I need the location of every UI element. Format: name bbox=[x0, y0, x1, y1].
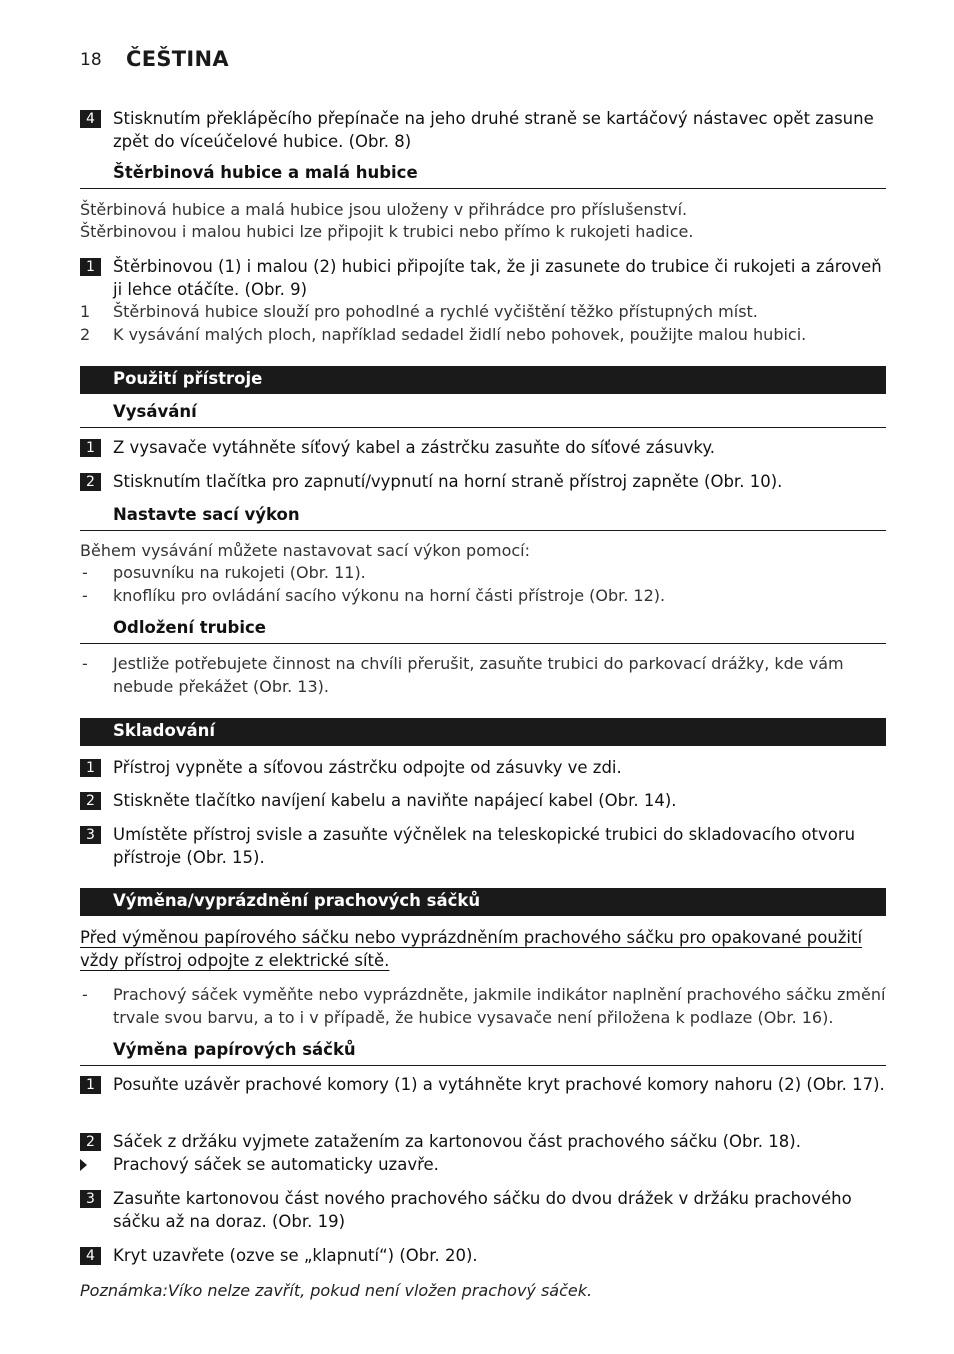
dash-item bbox=[80, 983, 886, 1029]
result-text: Prachový sáček se automaticky uzavře. bbox=[113, 1155, 439, 1174]
item-number: 1 bbox=[80, 302, 91, 321]
step-text: Stisknutím tlačítka pro zapnutí/vypnutí na horní straně přístroj zapněte (Obr. 10). bbox=[113, 472, 783, 491]
section-bar-use bbox=[80, 366, 886, 394]
step-text: Stiskněte tlačítko navíjení kabelu a naviňte napájecí kabel (Obr. 14). bbox=[113, 791, 677, 810]
page-number: 18 bbox=[80, 50, 102, 70]
step-text: Z vysavače vytáhněte síťový kabel a zástrčku zasuňte do síťové zásuvky. bbox=[113, 438, 716, 457]
warning-line: Před výměnou papírového sáčku nebo vyprázdněním prachového sáčku pro opakované použití bbox=[80, 928, 863, 947]
step-text: Stisknutím překlápěcího přepínače na jeho druhé straně se kartáčový nástavec opět zasune zpět do víceúčelové hubice. (Obr. 8) bbox=[113, 109, 874, 151]
step-item bbox=[80, 1244, 886, 1267]
dash-marker: - bbox=[82, 586, 88, 605]
subheading-text: Štěrbinová hubice a malá hubice bbox=[113, 163, 418, 182]
step-number-badge: 1 bbox=[80, 439, 101, 457]
dash-item bbox=[80, 584, 886, 607]
subheading-text: Nastavte sací výkon bbox=[113, 505, 300, 524]
step-text: Štěrbinovou (1) i malou (2) hubici připojíte tak, že ji zasunete do trubice či rukojeti a zároveň ji lehce otáčíte. (Obr. 9) bbox=[113, 257, 882, 299]
item-number: 2 bbox=[80, 325, 91, 344]
step-number-badge: 2 bbox=[80, 1133, 101, 1151]
subheading-text: Výměna papírových sáčků bbox=[113, 1040, 356, 1059]
step-item bbox=[80, 436, 886, 459]
warning-line: vždy přístroj odpojte z elektrické sítě. bbox=[80, 951, 390, 970]
warning-text bbox=[80, 949, 886, 972]
step-number-badge: 2 bbox=[80, 473, 101, 491]
section-title: Skladování bbox=[113, 721, 216, 740]
section-bar-bags bbox=[80, 888, 886, 916]
step-number-badge: 1 bbox=[80, 1076, 101, 1094]
step-text: Umístěte přístroj svisle a zasuňte výčnělek na teleskopické trubici do skladovacího otvoru přístroje (Obr. 15). bbox=[113, 825, 856, 867]
language-title: ČEŠTINA bbox=[126, 47, 229, 71]
dash-marker: - bbox=[82, 654, 88, 673]
item-text: knoflíku pro ovládání sacího výkonu na horní části přístroje (Obr. 12). bbox=[113, 586, 666, 605]
dash-item bbox=[80, 561, 886, 584]
item-text: Štěrbinová hubice slouží pro pohodlné a rychlé vyčištění těžko přístupných míst. bbox=[113, 302, 758, 321]
note-text: Poznámka:Víko nelze zavřít, pokud není vložen prachový sáček. bbox=[80, 1281, 593, 1300]
step-number-badge: 3 bbox=[80, 1190, 101, 1208]
step-item bbox=[80, 823, 886, 869]
step-item bbox=[80, 1187, 886, 1233]
step-text: Přístroj vypněte a síťovou zástrčku odpojte od zásuvky ve zdi. bbox=[113, 758, 622, 777]
paragraph: Během vysávání můžete nastavovat sací výkon pomocí: bbox=[80, 541, 530, 560]
item-text: Jestliže potřebujete činnost na chvíli přerušit, zasuňte trubici do parkovací drážky, kde vám nebude překážet (Obr. 13). bbox=[113, 654, 844, 696]
subheading-text: Odložení trubice bbox=[113, 618, 266, 637]
step-item bbox=[80, 1130, 886, 1153]
step-number-badge: 4 bbox=[80, 1247, 101, 1265]
dash-item bbox=[80, 652, 886, 698]
subheading-crevice bbox=[80, 162, 886, 189]
paragraph: Štěrbinová hubice a malá hubice jsou uloženy v přihrádce pro příslušenství. bbox=[80, 200, 688, 219]
step-number-badge: 3 bbox=[80, 826, 101, 844]
result-arrow-icon bbox=[80, 1159, 87, 1171]
item-text: Prachový sáček vyměňte nebo vyprázdněte, jakmile indikátor naplnění prachového sáčku změní trvale svou barvu, a to i v případě, že hubice vysavače není přiložena k podlaze (Obr. 16). bbox=[113, 985, 886, 1027]
step-item bbox=[80, 756, 886, 779]
step-text: Sáček z držáku vyjmete zatažením za kartonovou část prachového sáčku (Obr. 18). bbox=[113, 1132, 801, 1151]
step-item bbox=[80, 107, 886, 153]
step-item bbox=[80, 1073, 886, 1096]
section-title: Použití přístroje bbox=[113, 369, 263, 388]
subheading-vacuuming bbox=[80, 401, 886, 428]
step-text: Posuňte uzávěr prachové komory (1) a vytáhněte kryt prachové komory nahoru (2) (Obr. 17). bbox=[113, 1075, 885, 1094]
dash-marker: - bbox=[82, 985, 88, 1004]
item-text: posuvníku na rukojeti (Obr. 11). bbox=[113, 563, 366, 582]
subheading-paper-bags bbox=[80, 1039, 886, 1066]
step-text: Kryt uzavřete (ozve se „klapnutí“) (Obr. 20). bbox=[113, 1246, 478, 1265]
step-item bbox=[80, 789, 886, 812]
numbered-item bbox=[80, 300, 886, 323]
subheading-parking bbox=[80, 617, 886, 644]
dash-marker: - bbox=[82, 563, 88, 582]
step-text: Zasuňte kartonovou část nového prachového sáčku do dvou drážek v držáku prachového sáčku až na doraz. (Obr. 19) bbox=[113, 1189, 852, 1231]
step-item bbox=[80, 470, 886, 493]
step-number-badge: 2 bbox=[80, 792, 101, 810]
section-bar-storage bbox=[80, 718, 886, 746]
step-number-badge: 4 bbox=[80, 110, 101, 128]
step-number-badge: 1 bbox=[80, 258, 101, 276]
paragraph: Štěrbinovou i malou hubici lze připojit k trubici nebo přímo k rukojeti hadice. bbox=[80, 222, 694, 241]
subheading-suction bbox=[80, 504, 886, 531]
section-title: Výměna/vyprázdnění prachových sáčků bbox=[113, 891, 481, 910]
item-text: K vysávání malých ploch, například sedadel židlí nebo pohovek, použijte malou hubici. bbox=[113, 325, 807, 344]
numbered-item bbox=[80, 323, 886, 346]
warning-text bbox=[80, 926, 886, 949]
result-item bbox=[80, 1153, 886, 1176]
step-number-badge: 1 bbox=[80, 759, 101, 777]
step-item bbox=[80, 255, 886, 301]
subheading-text: Vysávání bbox=[113, 402, 197, 421]
